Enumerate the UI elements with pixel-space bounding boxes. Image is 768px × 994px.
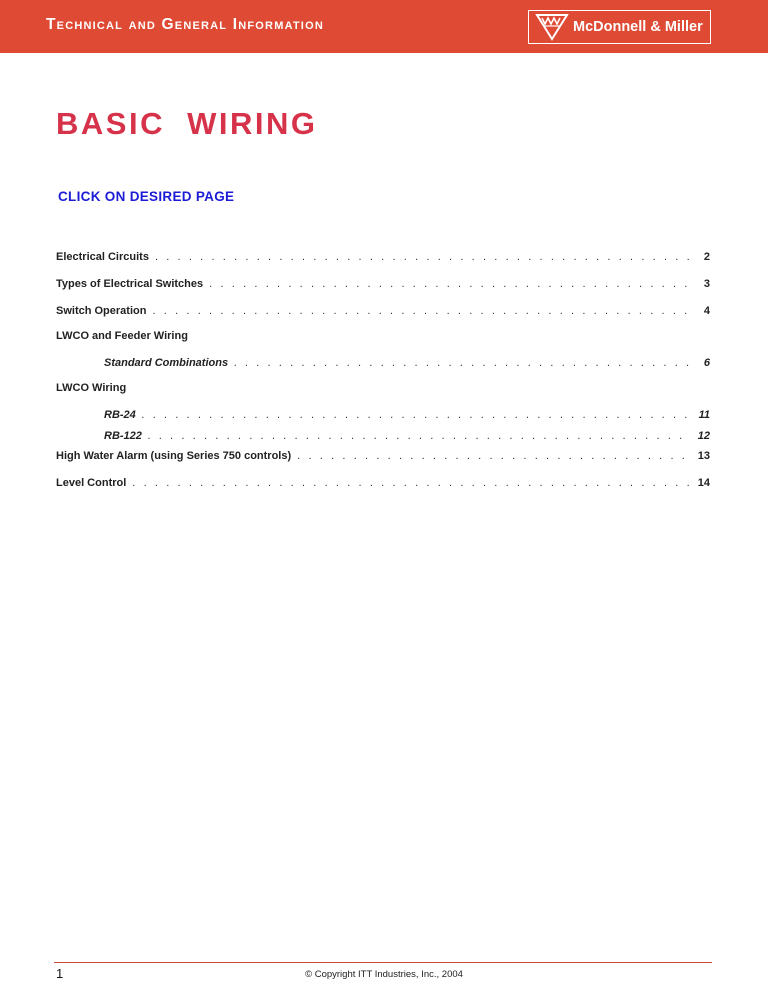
brand-logo-box <box>528 10 711 44</box>
footer-divider <box>54 962 712 963</box>
toc-dot-leader <box>297 450 690 462</box>
toc-label: Level Control <box>56 477 127 489</box>
header-title: Technical and General Information <box>46 16 324 33</box>
toc-page-number: 3 <box>703 278 710 290</box>
toc-section-heading-lwco-wiring: LWCO Wiring <box>56 382 127 394</box>
toc-label: RB-24 <box>104 409 136 421</box>
toc-dot-leader <box>234 357 690 369</box>
brand-name: McDonnell & Miller <box>573 19 703 35</box>
toc-link-rb-24[interactable] <box>104 409 710 421</box>
toc-page-number: 6 <box>703 357 710 369</box>
toc-link-level-control[interactable] <box>56 477 710 489</box>
toc-label: Switch Operation <box>56 305 147 317</box>
toc-dot-leader <box>155 251 690 263</box>
toc-page-number: 11 <box>698 409 710 421</box>
toc-link-types-of-electrical-switches[interactable] <box>56 278 710 290</box>
header-bar <box>0 0 768 53</box>
toc-page-number: 12 <box>697 430 710 442</box>
toc-link-electrical-circuits[interactable] <box>56 251 710 263</box>
toc-link-standard-combinations[interactable] <box>104 357 710 369</box>
toc-link-rb-122[interactable] <box>104 430 710 442</box>
toc-label: High Water Alarm (using Series 750 controls) <box>56 450 292 462</box>
toc-label: RB-122 <box>104 430 142 442</box>
instruction-text: CLICK ON DESIRED PAGE <box>58 189 235 204</box>
toc-link-high-water-alarm[interactable] <box>56 450 710 462</box>
mcdonnell-miller-logo-icon <box>535 12 569 42</box>
toc-label: Electrical Circuits <box>56 251 149 263</box>
toc-dot-leader <box>132 477 690 489</box>
toc-dot-leader <box>142 409 690 421</box>
page-title: BASIC WIRING <box>56 106 318 141</box>
toc-page-number: 14 <box>697 477 710 489</box>
footer-page-number: 1 <box>56 966 64 981</box>
toc-page-number: 4 <box>703 305 710 317</box>
toc-label: Standard Combinations <box>104 357 229 369</box>
toc-link-switch-operation[interactable] <box>56 305 710 317</box>
toc-section-heading-lwco-feeder: LWCO and Feeder Wiring <box>56 330 188 342</box>
toc-page-number: 13 <box>697 450 710 462</box>
toc-dot-leader <box>148 430 690 442</box>
toc-page-number: 2 <box>703 251 710 263</box>
toc-dot-leader <box>152 305 690 317</box>
footer-copyright: © Copyright ITT Industries, Inc., 2004 <box>305 969 463 980</box>
toc-dot-leader <box>209 278 690 290</box>
toc-label: Types of Electrical Switches <box>56 278 204 290</box>
